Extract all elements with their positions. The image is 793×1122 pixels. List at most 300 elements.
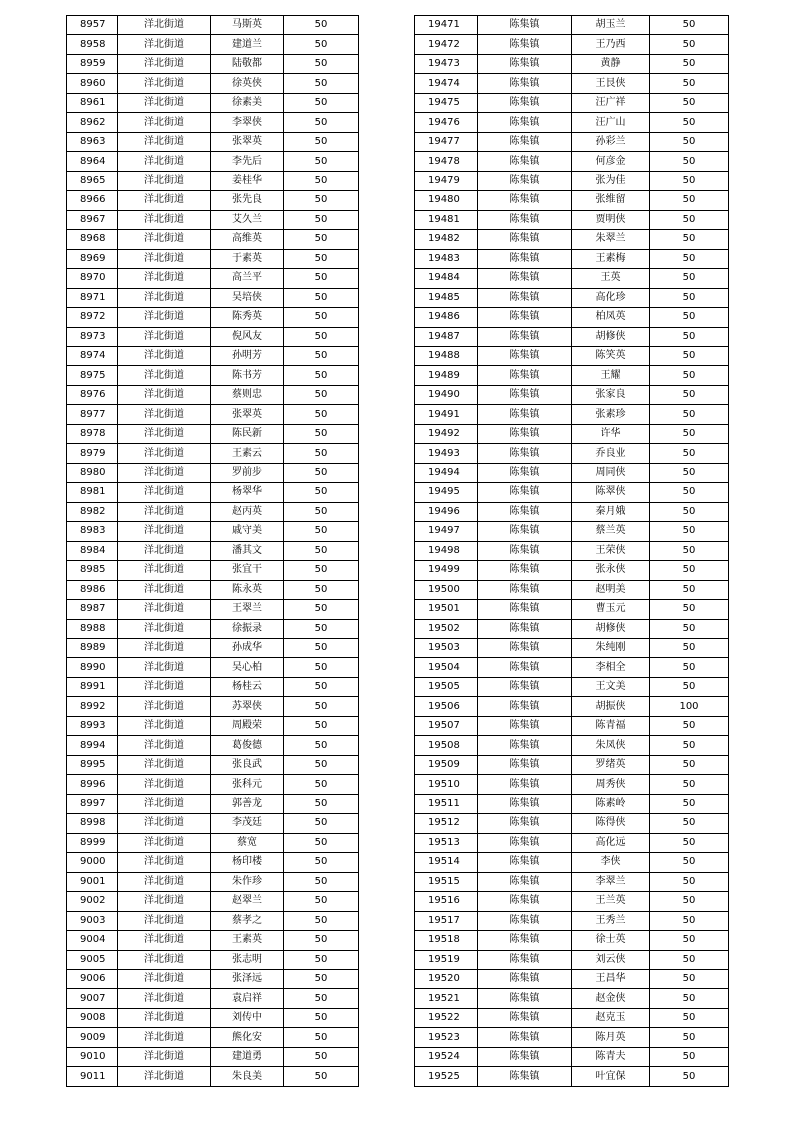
name-cell: 陈书芳 <box>211 366 284 385</box>
table-row <box>415 1047 729 1066</box>
district-cell: 洋北街道 <box>118 716 211 735</box>
name-cell: 李侠 <box>572 853 650 872</box>
amount-cell: 50 <box>284 93 359 112</box>
row-number-cell: 8999 <box>67 833 118 852</box>
amount-cell: 50 <box>650 814 729 833</box>
district-cell: 陈集镇 <box>478 308 572 327</box>
table-row <box>415 385 729 404</box>
amount-cell: 50 <box>650 931 729 950</box>
amount-cell: 50 <box>284 872 359 891</box>
table-row <box>415 1028 729 1047</box>
table-row <box>415 424 729 443</box>
amount-cell: 50 <box>650 308 729 327</box>
table-row <box>67 74 359 93</box>
district-cell: 洋北街道 <box>118 541 211 560</box>
district-cell: 陈集镇 <box>478 93 572 112</box>
row-number-cell: 19487 <box>415 327 478 346</box>
district-cell: 陈集镇 <box>478 697 572 716</box>
amount-cell: 50 <box>284 132 359 151</box>
name-cell: 陈素岭 <box>572 794 650 813</box>
amount-cell: 50 <box>650 639 729 658</box>
row-number-cell: 8995 <box>67 755 118 774</box>
district-cell: 洋北街道 <box>118 502 211 521</box>
row-number-cell: 19477 <box>415 132 478 151</box>
name-cell: 徐振录 <box>211 619 284 638</box>
row-number-cell: 8982 <box>67 502 118 521</box>
row-number-cell: 19522 <box>415 1008 478 1027</box>
row-number-cell: 19474 <box>415 74 478 93</box>
name-cell: 周同侠 <box>572 463 650 482</box>
row-number-cell: 8989 <box>67 639 118 658</box>
row-number-cell: 19504 <box>415 658 478 677</box>
amount-cell: 50 <box>650 132 729 151</box>
name-cell: 刘传中 <box>211 1008 284 1027</box>
table-row <box>67 950 359 969</box>
amount-cell: 50 <box>284 346 359 365</box>
amount-cell: 50 <box>650 969 729 988</box>
table-row <box>67 794 359 813</box>
name-cell: 马斯英 <box>211 16 284 35</box>
district-cell: 洋北街道 <box>118 269 211 288</box>
row-number-cell: 8994 <box>67 736 118 755</box>
amount-cell: 50 <box>284 950 359 969</box>
table-row <box>415 522 729 541</box>
name-cell: 张志明 <box>211 950 284 969</box>
row-number-cell: 9000 <box>67 853 118 872</box>
district-cell: 陈集镇 <box>478 366 572 385</box>
table-row <box>415 35 729 54</box>
amount-cell: 50 <box>650 54 729 73</box>
row-number-cell: 19507 <box>415 716 478 735</box>
name-cell: 刘云侠 <box>572 950 650 969</box>
name-cell: 王翠兰 <box>211 600 284 619</box>
amount-cell: 50 <box>650 113 729 132</box>
row-number-cell: 19503 <box>415 639 478 658</box>
row-number-cell: 19512 <box>415 814 478 833</box>
amount-cell: 50 <box>650 405 729 424</box>
amount-cell: 50 <box>284 210 359 229</box>
district-cell: 陈集镇 <box>478 269 572 288</box>
name-cell: 胡修侠 <box>572 619 650 638</box>
amount-cell: 50 <box>284 911 359 930</box>
name-cell: 贾明侠 <box>572 210 650 229</box>
amount-cell: 50 <box>650 35 729 54</box>
amount-cell: 50 <box>284 308 359 327</box>
row-number-cell: 8981 <box>67 483 118 502</box>
table-row <box>67 833 359 852</box>
district-cell: 洋北街道 <box>118 697 211 716</box>
row-number-cell: 9005 <box>67 950 118 969</box>
row-number-cell: 19525 <box>415 1067 478 1086</box>
district-cell: 陈集镇 <box>478 853 572 872</box>
name-cell: 汪广山 <box>572 113 650 132</box>
row-number-cell: 8965 <box>67 171 118 190</box>
name-cell: 李先后 <box>211 152 284 171</box>
table-row <box>67 405 359 424</box>
amount-cell: 50 <box>284 600 359 619</box>
table-row <box>415 113 729 132</box>
row-number-cell: 8960 <box>67 74 118 93</box>
name-cell: 朱作珍 <box>211 872 284 891</box>
table-row <box>415 755 729 774</box>
name-cell: 建道兰 <box>211 35 284 54</box>
amount-cell: 50 <box>284 931 359 950</box>
amount-cell: 50 <box>650 463 729 482</box>
name-cell: 朱良美 <box>211 1067 284 1086</box>
table-row <box>67 872 359 891</box>
row-number-cell: 19500 <box>415 580 478 599</box>
table-row <box>67 346 359 365</box>
district-cell: 洋北街道 <box>118 35 211 54</box>
row-number-cell: 9001 <box>67 872 118 891</box>
amount-cell: 50 <box>284 541 359 560</box>
name-cell: 赵金侠 <box>572 989 650 1008</box>
row-number-cell: 19490 <box>415 385 478 404</box>
district-cell: 洋北街道 <box>118 580 211 599</box>
table-row <box>415 950 729 969</box>
district-cell: 洋北街道 <box>118 327 211 346</box>
row-number-cell: 19494 <box>415 463 478 482</box>
district-cell: 陈集镇 <box>478 35 572 54</box>
amount-cell: 50 <box>650 269 729 288</box>
district-cell: 陈集镇 <box>478 794 572 813</box>
amount-cell: 50 <box>284 1067 359 1086</box>
row-number-cell: 19495 <box>415 483 478 502</box>
table-row <box>67 522 359 541</box>
row-number-cell: 8971 <box>67 288 118 307</box>
district-cell: 陈集镇 <box>478 658 572 677</box>
name-cell: 张泽远 <box>211 969 284 988</box>
table-row <box>415 366 729 385</box>
name-cell: 高兰平 <box>211 269 284 288</box>
row-number-cell: 8974 <box>67 346 118 365</box>
table-row <box>67 230 359 249</box>
table-row <box>415 541 729 560</box>
name-cell: 张素珍 <box>572 405 650 424</box>
district-cell: 陈集镇 <box>478 405 572 424</box>
amount-cell: 50 <box>650 230 729 249</box>
name-cell: 李翠侠 <box>211 113 284 132</box>
name-cell: 赵翠兰 <box>211 892 284 911</box>
table-row <box>415 736 729 755</box>
row-number-cell: 19496 <box>415 502 478 521</box>
amount-cell: 50 <box>284 366 359 385</box>
row-number-cell: 19476 <box>415 113 478 132</box>
table-row <box>67 1047 359 1066</box>
table-row <box>415 16 729 35</box>
table-row <box>67 911 359 930</box>
table-row <box>415 210 729 229</box>
amount-cell: 50 <box>650 600 729 619</box>
row-number-cell: 19517 <box>415 911 478 930</box>
district-cell: 洋北街道 <box>118 249 211 268</box>
table-row <box>67 54 359 73</box>
name-cell: 罗前步 <box>211 463 284 482</box>
name-cell: 陈得侠 <box>572 814 650 833</box>
district-cell: 陈集镇 <box>478 444 572 463</box>
table-row <box>415 152 729 171</box>
district-cell: 陈集镇 <box>478 483 572 502</box>
district-cell: 洋北街道 <box>118 950 211 969</box>
name-cell: 张先良 <box>211 191 284 210</box>
table-row <box>415 1067 729 1086</box>
district-cell: 陈集镇 <box>478 522 572 541</box>
amount-cell: 50 <box>650 444 729 463</box>
district-cell: 洋北街道 <box>118 54 211 73</box>
table-row <box>67 561 359 580</box>
name-cell: 建道勇 <box>211 1047 284 1066</box>
row-number-cell: 8991 <box>67 677 118 696</box>
district-cell: 洋北街道 <box>118 424 211 443</box>
table-row <box>67 385 359 404</box>
table-row <box>415 716 729 735</box>
amount-cell: 50 <box>284 191 359 210</box>
row-number-cell: 9010 <box>67 1047 118 1066</box>
amount-cell: 50 <box>650 385 729 404</box>
amount-cell: 50 <box>284 463 359 482</box>
name-cell: 蔡兰英 <box>572 522 650 541</box>
district-cell: 陈集镇 <box>478 755 572 774</box>
amount-cell: 50 <box>284 327 359 346</box>
name-cell: 王素英 <box>211 931 284 950</box>
district-cell: 洋北街道 <box>118 969 211 988</box>
name-cell: 赵明美 <box>572 580 650 599</box>
name-cell: 张宜干 <box>211 561 284 580</box>
table-row <box>415 775 729 794</box>
amount-cell: 50 <box>284 853 359 872</box>
row-number-cell: 8961 <box>67 93 118 112</box>
row-number-cell: 19508 <box>415 736 478 755</box>
district-cell: 陈集镇 <box>478 249 572 268</box>
name-cell: 陈民新 <box>211 424 284 443</box>
name-cell: 许华 <box>572 424 650 443</box>
amount-cell: 50 <box>650 677 729 696</box>
amount-cell: 50 <box>284 230 359 249</box>
amount-cell: 50 <box>284 424 359 443</box>
name-cell: 王昌华 <box>572 969 650 988</box>
name-cell: 王秀兰 <box>572 911 650 930</box>
table-row <box>67 113 359 132</box>
district-cell: 陈集镇 <box>478 113 572 132</box>
row-number-cell: 19516 <box>415 892 478 911</box>
row-number-cell: 19511 <box>415 794 478 813</box>
table-row <box>415 600 729 619</box>
amount-cell: 50 <box>284 483 359 502</box>
district-cell: 陈集镇 <box>478 833 572 852</box>
table-row <box>67 892 359 911</box>
table-row <box>415 444 729 463</box>
name-cell: 王艮侠 <box>572 74 650 93</box>
name-cell: 孙明芳 <box>211 346 284 365</box>
row-number-cell: 19489 <box>415 366 478 385</box>
name-cell: 陈青夫 <box>572 1047 650 1066</box>
row-number-cell: 19520 <box>415 969 478 988</box>
amount-cell: 50 <box>650 736 729 755</box>
table-row <box>67 580 359 599</box>
district-cell: 洋北街道 <box>118 775 211 794</box>
name-cell: 王英 <box>572 269 650 288</box>
district-cell: 洋北街道 <box>118 171 211 190</box>
name-cell: 王荣侠 <box>572 541 650 560</box>
table-row <box>67 444 359 463</box>
row-number-cell: 8979 <box>67 444 118 463</box>
name-cell: 黄静 <box>572 54 650 73</box>
row-number-cell: 19514 <box>415 853 478 872</box>
amount-cell: 50 <box>650 93 729 112</box>
amount-cell: 50 <box>650 522 729 541</box>
amount-cell: 50 <box>284 502 359 521</box>
district-cell: 洋北街道 <box>118 853 211 872</box>
row-number-cell: 8997 <box>67 794 118 813</box>
row-number-cell: 8998 <box>67 814 118 833</box>
district-cell: 陈集镇 <box>478 969 572 988</box>
district-cell: 陈集镇 <box>478 736 572 755</box>
amount-cell: 50 <box>650 892 729 911</box>
name-cell: 曹玉元 <box>572 600 650 619</box>
row-number-cell: 19486 <box>415 308 478 327</box>
table-row <box>415 74 729 93</box>
district-cell: 陈集镇 <box>478 716 572 735</box>
table-row <box>415 1008 729 1027</box>
name-cell: 徐素美 <box>211 93 284 112</box>
name-cell: 倪风友 <box>211 327 284 346</box>
name-cell: 高维英 <box>211 230 284 249</box>
district-cell: 陈集镇 <box>478 16 572 35</box>
name-cell: 徐英侠 <box>211 74 284 93</box>
table-row <box>415 814 729 833</box>
district-cell: 洋北街道 <box>118 1047 211 1066</box>
table-row <box>415 989 729 1008</box>
name-cell: 杨翠华 <box>211 483 284 502</box>
amount-cell: 50 <box>284 892 359 911</box>
row-number-cell: 9008 <box>67 1008 118 1027</box>
left-table-body <box>67 16 359 1087</box>
district-cell: 陈集镇 <box>478 814 572 833</box>
table-row <box>67 483 359 502</box>
amount-cell: 50 <box>284 288 359 307</box>
row-number-cell: 19519 <box>415 950 478 969</box>
name-cell: 罗绪英 <box>572 755 650 774</box>
name-cell: 袁启祥 <box>211 989 284 1008</box>
amount-cell: 50 <box>284 619 359 638</box>
amount-cell: 50 <box>284 989 359 1008</box>
row-number-cell: 8967 <box>67 210 118 229</box>
table-row <box>67 639 359 658</box>
amount-cell: 50 <box>284 269 359 288</box>
name-cell: 高化远 <box>572 833 650 852</box>
district-cell: 陈集镇 <box>478 1008 572 1027</box>
table-row <box>67 171 359 190</box>
table-row <box>415 463 729 482</box>
name-cell: 张科元 <box>211 775 284 794</box>
amount-cell: 50 <box>284 74 359 93</box>
table-row <box>415 697 729 716</box>
name-cell: 胡修侠 <box>572 327 650 346</box>
amount-cell: 50 <box>650 755 729 774</box>
name-cell: 王文美 <box>572 677 650 696</box>
table-row <box>415 794 729 813</box>
row-number-cell: 19473 <box>415 54 478 73</box>
district-cell: 洋北街道 <box>118 736 211 755</box>
district-cell: 陈集镇 <box>478 580 572 599</box>
district-cell: 洋北街道 <box>118 814 211 833</box>
table-row <box>415 230 729 249</box>
amount-cell: 50 <box>650 346 729 365</box>
name-cell: 蔡宽 <box>211 833 284 852</box>
district-cell: 陈集镇 <box>478 346 572 365</box>
name-cell: 陈月英 <box>572 1028 650 1047</box>
row-number-cell: 19491 <box>415 405 478 424</box>
table-row <box>67 969 359 988</box>
amount-cell: 50 <box>284 249 359 268</box>
table-row <box>415 93 729 112</box>
row-number-cell: 8959 <box>67 54 118 73</box>
district-cell: 陈集镇 <box>478 989 572 1008</box>
name-cell: 葛俊德 <box>211 736 284 755</box>
amount-cell: 50 <box>650 424 729 443</box>
row-number-cell: 8987 <box>67 600 118 619</box>
district-cell: 洋北街道 <box>118 191 211 210</box>
table-row <box>415 346 729 365</box>
table-row <box>67 424 359 443</box>
row-number-cell: 8983 <box>67 522 118 541</box>
row-number-cell: 9006 <box>67 969 118 988</box>
district-cell: 陈集镇 <box>478 327 572 346</box>
district-cell: 洋北街道 <box>118 600 211 619</box>
row-number-cell: 9004 <box>67 931 118 950</box>
district-cell: 陈集镇 <box>478 541 572 560</box>
amount-cell: 50 <box>650 950 729 969</box>
amount-cell: 50 <box>650 619 729 638</box>
table-row <box>67 736 359 755</box>
name-cell: 朱纯刚 <box>572 639 650 658</box>
district-cell: 洋北街道 <box>118 152 211 171</box>
name-cell: 姜桂华 <box>211 171 284 190</box>
table-row <box>67 697 359 716</box>
row-number-cell: 19524 <box>415 1047 478 1066</box>
table-row <box>415 911 729 930</box>
name-cell: 李翠兰 <box>572 872 650 891</box>
name-cell: 陆敬都 <box>211 54 284 73</box>
table-row <box>67 619 359 638</box>
name-cell: 吴培侠 <box>211 288 284 307</box>
name-cell: 熊化安 <box>211 1028 284 1047</box>
row-number-cell: 19478 <box>415 152 478 171</box>
table-row <box>415 619 729 638</box>
amount-cell: 50 <box>284 385 359 404</box>
table-row <box>67 35 359 54</box>
table-row <box>415 561 729 580</box>
amount-cell: 50 <box>650 210 729 229</box>
row-number-cell: 8972 <box>67 308 118 327</box>
name-cell: 王素梅 <box>572 249 650 268</box>
row-number-cell: 19493 <box>415 444 478 463</box>
table-row <box>415 969 729 988</box>
name-cell: 徐士英 <box>572 931 650 950</box>
table-row <box>415 269 729 288</box>
row-number-cell: 8985 <box>67 561 118 580</box>
name-cell: 高化珍 <box>572 288 650 307</box>
amount-cell: 50 <box>650 716 729 735</box>
amount-cell: 50 <box>284 522 359 541</box>
amount-cell: 50 <box>284 814 359 833</box>
name-cell: 陈翠侠 <box>572 483 650 502</box>
district-cell: 洋北街道 <box>118 522 211 541</box>
row-number-cell: 19506 <box>415 697 478 716</box>
row-number-cell: 8968 <box>67 230 118 249</box>
table-row <box>415 308 729 327</box>
district-cell: 陈集镇 <box>478 152 572 171</box>
